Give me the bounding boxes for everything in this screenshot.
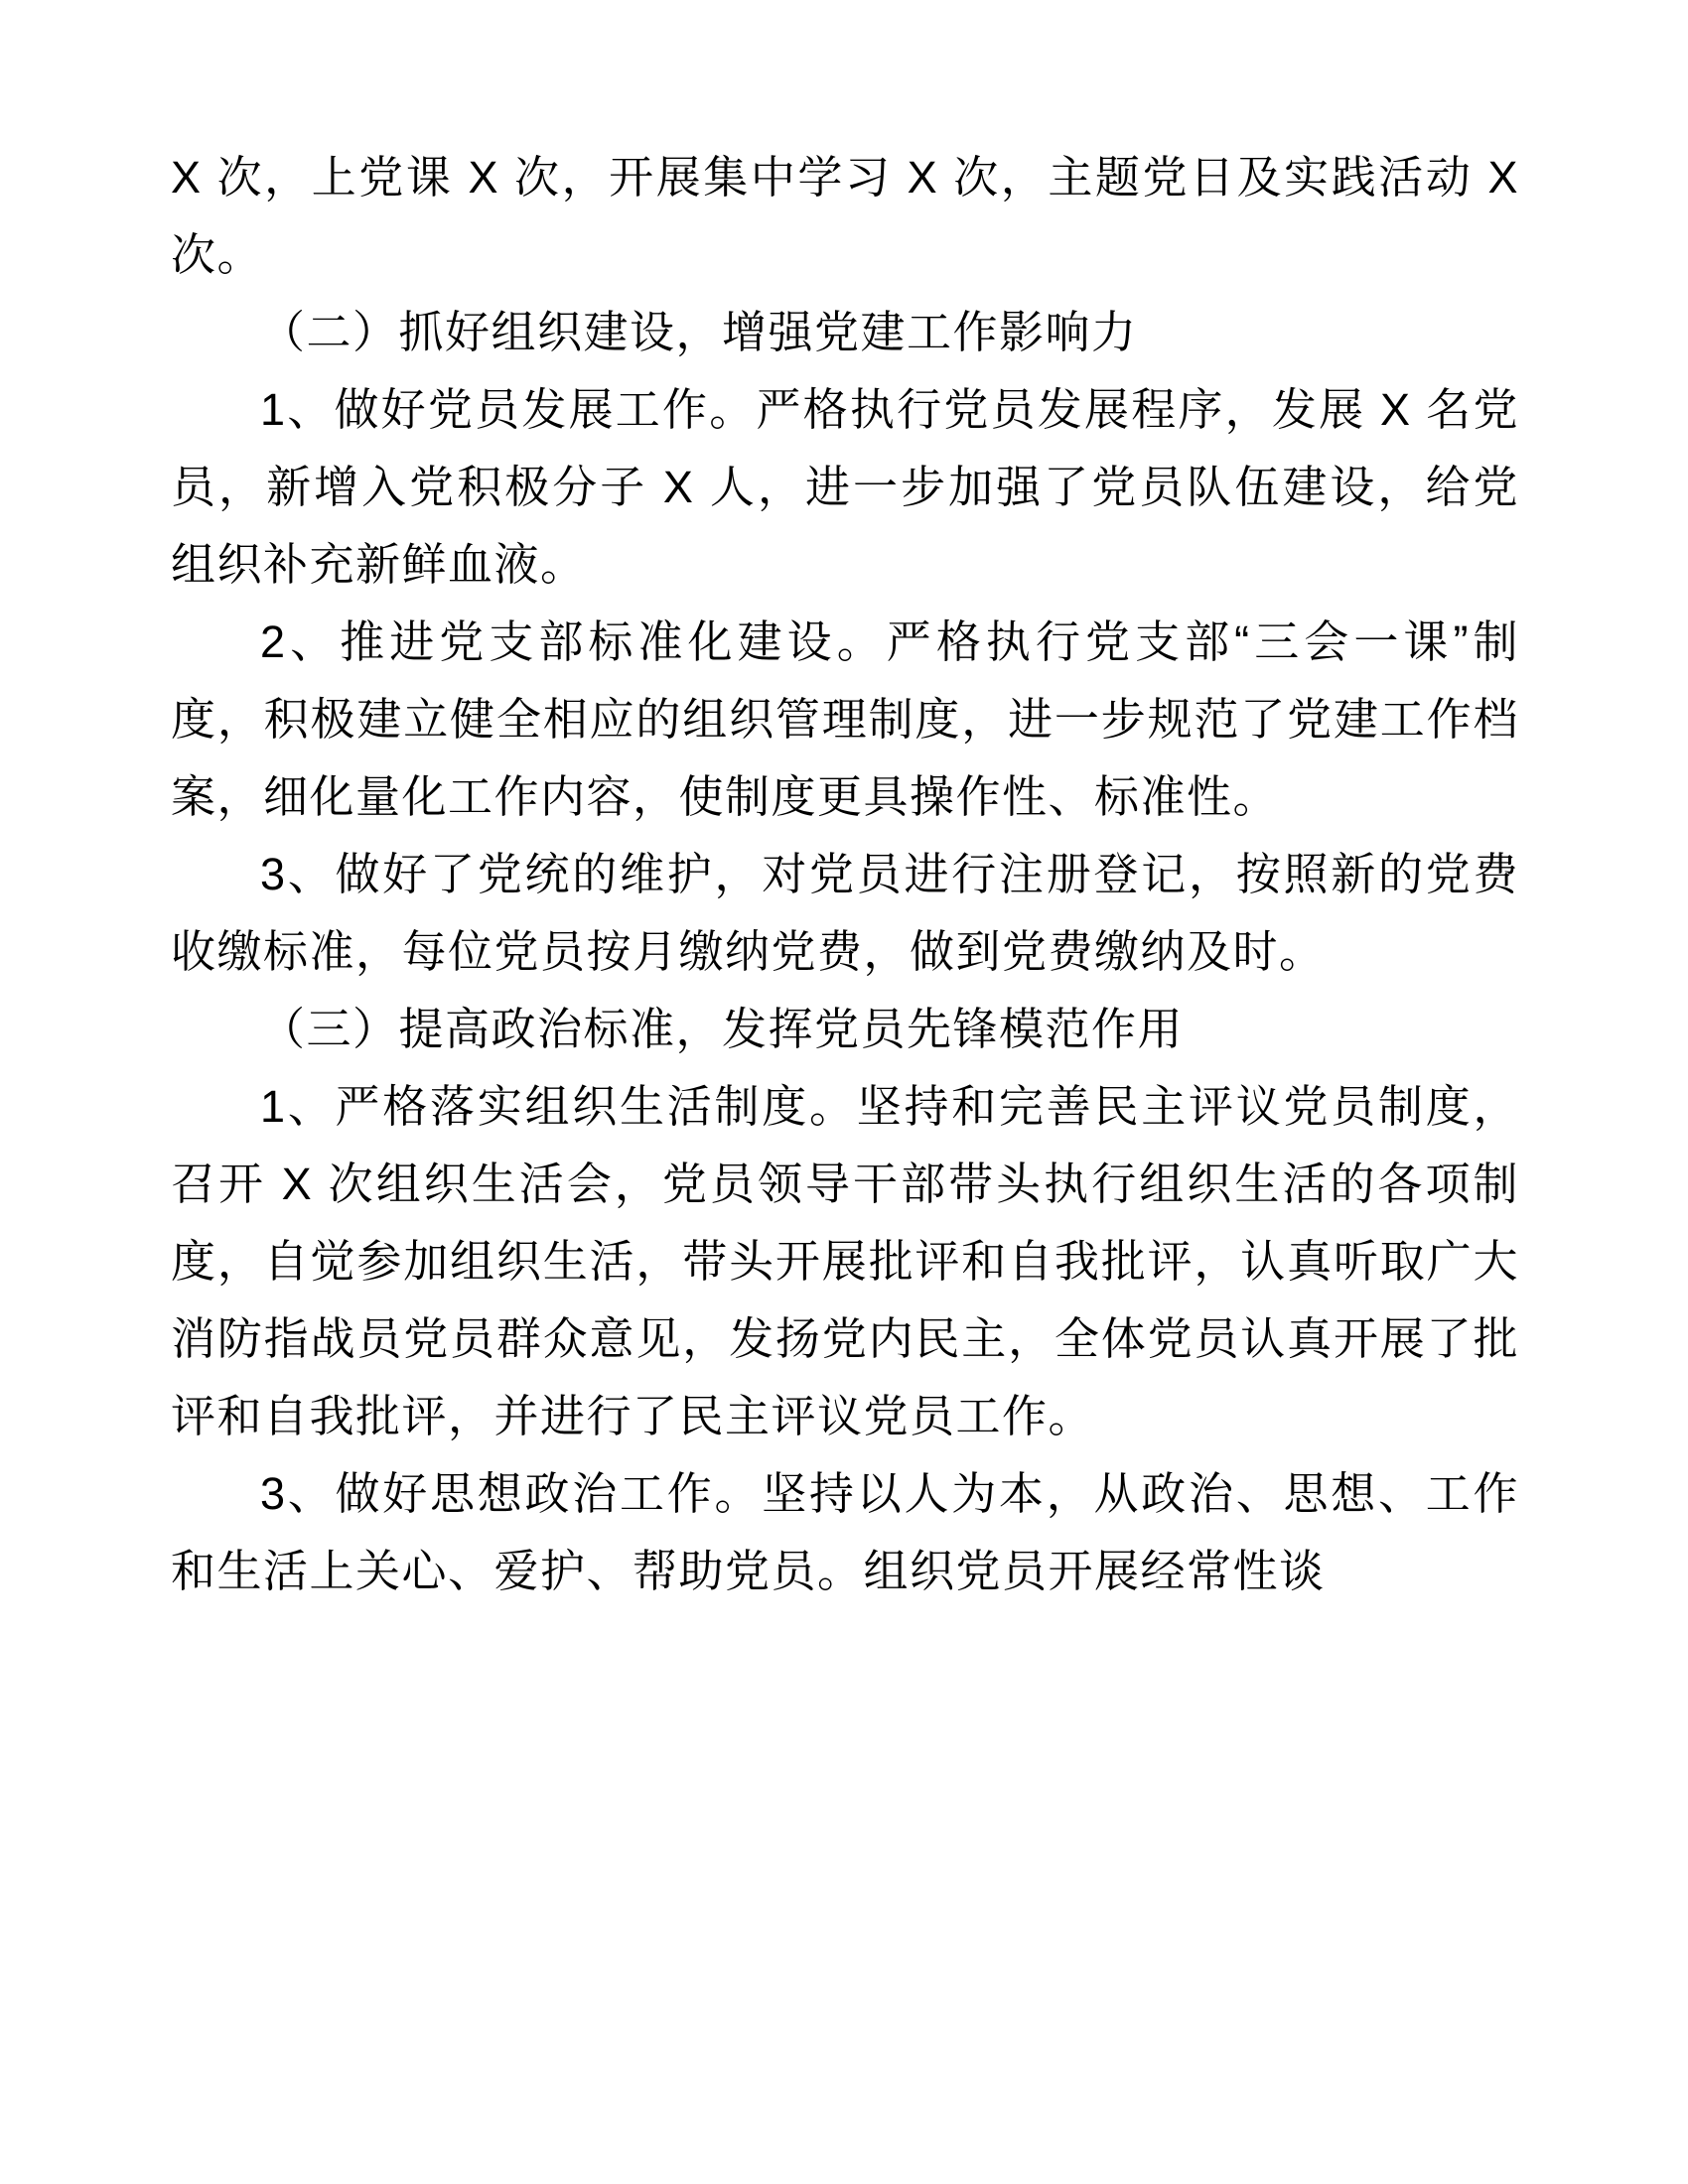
paragraph: 1、严格落实组织生活制度。坚持和完善民主评议党员制度，召开 X 次组织生活会，党员领导干部带头执行组织生活的各项制度，自觉参加组织生活，带头开展批评和自我批评，认真听取广大消防指战员党员群众意见，发扬党内民主，全体党员认真开展了批评和自我批评，并进行了民主评议党员工作。 bbox=[171, 1081, 1519, 1441]
paragraph: 3、做好了党统的维护，对党员进行注册登记，按照新的党费收缴标准，每位党员按月缴纳党费，做到党费缴纳及时。 bbox=[171, 849, 1519, 977]
section-heading: （二）抓好组织建设，增强党建工作影响力 bbox=[260, 307, 1138, 357]
paragraph: 1、做好党员发展工作。严格执行党员发展程序，发展 X 名党员，新增入党积极分子 X 人，进一步加强了党员队伍建设，给党组织补充新鲜血液。 bbox=[171, 384, 1519, 590]
paragraph: 2、推进党支部标准化建设。严格执行党支部“三会一课”制度，积极建立健全相应的组织管理制度，进一步规范了党建工作档案，细化量化工作内容，使制度更具操作性、标准性。 bbox=[171, 616, 1519, 822]
section-heading: （三）提高政治标准，发挥党员先锋模范作用 bbox=[260, 1004, 1185, 1054]
paragraph: 3、做好思想政治工作。坚持以人为本，从政治、思想、工作和生活上关心、爱护、帮助党员。组织党员开展经常性谈 bbox=[171, 1468, 1519, 1596]
paragraph-continuation: X 次，上党课 X 次，开展集中学习 X 次，主题党日及实践活动 X 次。 bbox=[171, 152, 1519, 280]
